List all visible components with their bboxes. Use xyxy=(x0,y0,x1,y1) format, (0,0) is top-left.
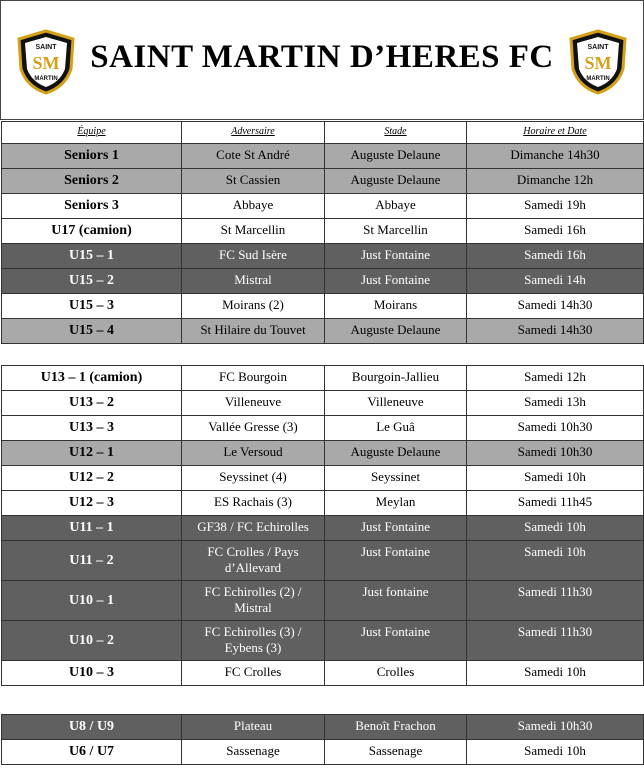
team-cell: U13 – 2 xyxy=(2,391,182,416)
svg-text:SM: SM xyxy=(584,53,612,73)
stadium-cell: Just fontaine xyxy=(325,581,467,621)
stadium-cell: Villeneuve xyxy=(325,391,467,416)
svg-text:SAINT: SAINT xyxy=(35,44,57,51)
time-cell: Samedi 10h xyxy=(467,516,644,541)
table-row xyxy=(2,661,644,686)
table-header-row xyxy=(2,122,644,144)
stadium-cell: Le Guâ xyxy=(325,416,467,441)
table-row xyxy=(2,491,644,516)
stadium-cell: Auguste Delaune xyxy=(325,441,467,466)
team-cell: U10 – 2 xyxy=(2,621,182,661)
time-cell: Samedi 13h xyxy=(467,391,644,416)
team-cell: U13 – 3 xyxy=(2,416,182,441)
opponent-cell: FC Crolles / Pays d’Allevard xyxy=(182,541,325,581)
table-row xyxy=(2,541,644,581)
opponent-cell: Mistral xyxy=(182,269,325,294)
column-header-team: Équipe xyxy=(2,122,182,144)
team-cell: Seniors 1 xyxy=(2,144,182,169)
schedule-table-seniors-u15 xyxy=(1,121,644,344)
svg-text:MARTIN: MARTIN xyxy=(34,76,58,82)
team-cell: U12 – 2 xyxy=(2,466,182,491)
opponent-cell: Abbaye xyxy=(182,194,325,219)
opponent-cell: GF38 / FC Echirolles xyxy=(182,516,325,541)
table-row xyxy=(2,621,644,661)
table-row xyxy=(2,740,644,765)
table-row xyxy=(2,294,644,319)
table-row xyxy=(2,391,644,416)
time-cell: Samedi 11h30 xyxy=(467,621,644,661)
column-header-opponent: Adversaire xyxy=(182,122,325,144)
stadium-cell: Benoît Frachon xyxy=(325,715,467,740)
stadium-cell: Bourgoin-Jallieu xyxy=(325,366,467,391)
team-cell: U17 (camion) xyxy=(2,219,182,244)
stadium-cell: Auguste Delaune xyxy=(325,144,467,169)
opponent-cell: ES Rachais (3) xyxy=(182,491,325,516)
opponent-cell: Sassenage xyxy=(182,740,325,765)
stadium-cell: Sassenage xyxy=(325,740,467,765)
stadium-cell: Just Fontaine xyxy=(325,516,467,541)
team-cell: U13 – 1 (camion) xyxy=(2,366,182,391)
time-cell: Samedi 14h xyxy=(467,269,644,294)
time-cell: Samedi 19h xyxy=(467,194,644,219)
stadium-cell: Just Fontaine xyxy=(325,244,467,269)
team-cell: Seniors 3 xyxy=(2,194,182,219)
svg-text:SM: SM xyxy=(32,53,60,73)
stadium-cell: Moirans xyxy=(325,294,467,319)
opponent-cell: Villeneuve xyxy=(182,391,325,416)
time-cell: Samedi 10h xyxy=(467,541,644,581)
table-row xyxy=(2,715,644,740)
opponent-cell: Le Versoud xyxy=(182,441,325,466)
page-header xyxy=(0,0,644,120)
team-cell: U15 – 1 xyxy=(2,244,182,269)
team-cell: U10 – 3 xyxy=(2,661,182,686)
schedule-table-u9-u6 xyxy=(1,714,644,765)
stadium-cell: Meylan xyxy=(325,491,467,516)
team-cell: U12 – 1 xyxy=(2,441,182,466)
opponent-cell: Moirans (2) xyxy=(182,294,325,319)
svg-text:MARTIN: MARTIN xyxy=(586,76,610,82)
time-cell: Samedi 11h45 xyxy=(467,491,644,516)
table-row xyxy=(2,169,644,194)
team-cell: U8 / U9 xyxy=(2,715,182,740)
time-cell: Samedi 11h30 xyxy=(467,581,644,621)
stadium-cell: Just Fontaine xyxy=(325,269,467,294)
time-cell: Samedi 10h xyxy=(467,740,644,765)
stadium-cell: Auguste Delaune xyxy=(325,169,467,194)
stadium-cell: Seyssinet xyxy=(325,466,467,491)
table-row xyxy=(2,466,644,491)
opponent-cell: Cote St André xyxy=(182,144,325,169)
time-cell: Samedi 14h30 xyxy=(467,294,644,319)
table-row xyxy=(2,244,644,269)
opponent-cell: Vallée Gresse (3) xyxy=(182,416,325,441)
opponent-cell: FC Bourgoin xyxy=(182,366,325,391)
opponent-cell: FC Crolles xyxy=(182,661,325,686)
opponent-cell: Seyssinet (4) xyxy=(182,466,325,491)
opponent-cell: FC Sud Isère xyxy=(182,244,325,269)
time-cell: Samedi 16h xyxy=(467,244,644,269)
time-cell: Samedi 10h30 xyxy=(467,715,644,740)
team-cell: Seniors 2 xyxy=(2,169,182,194)
stadium-cell: Auguste Delaune xyxy=(325,319,467,344)
club-crest-icon xyxy=(567,29,629,95)
opponent-cell: FC Echirolles (3) / Eybens (3) xyxy=(182,621,325,661)
opponent-cell: Plateau xyxy=(182,715,325,740)
team-cell: U15 – 3 xyxy=(2,294,182,319)
time-cell: Samedi 10h30 xyxy=(467,441,644,466)
column-header-stadium: Stade xyxy=(325,122,467,144)
table-row xyxy=(2,581,644,621)
page-title: SAINT MARTIN D’HERES FC xyxy=(90,39,554,75)
team-cell: U6 / U7 xyxy=(2,740,182,765)
table-row xyxy=(2,441,644,466)
time-cell: Samedi 10h30 xyxy=(467,416,644,441)
svg-text:SAINT: SAINT xyxy=(587,44,609,51)
opponent-cell: St Cassien xyxy=(182,169,325,194)
time-cell: Samedi 16h xyxy=(467,219,644,244)
stadium-cell: Abbaye xyxy=(325,194,467,219)
team-cell: U15 – 4 xyxy=(2,319,182,344)
table-row xyxy=(2,144,644,169)
team-cell: U15 – 2 xyxy=(2,269,182,294)
time-cell: Samedi 10h xyxy=(467,661,644,686)
time-cell: Samedi 10h xyxy=(467,466,644,491)
team-cell: U10 – 1 xyxy=(2,581,182,621)
table-row xyxy=(2,516,644,541)
stadium-cell: Just Fontaine xyxy=(325,621,467,661)
table-row xyxy=(2,416,644,441)
opponent-cell: St Hilaire du Touvet xyxy=(182,319,325,344)
time-cell: Samedi 12h xyxy=(467,366,644,391)
column-header-time: Horaire et Date xyxy=(467,122,644,144)
team-cell: U11 – 1 xyxy=(2,516,182,541)
opponent-cell: St Marcellin xyxy=(182,219,325,244)
club-crest-icon xyxy=(15,29,77,95)
table-row xyxy=(2,366,644,391)
team-cell: U11 – 2 xyxy=(2,541,182,581)
team-cell: U12 – 3 xyxy=(2,491,182,516)
table-row xyxy=(2,269,644,294)
time-cell: Dimanche 12h xyxy=(467,169,644,194)
time-cell: Samedi 14h30 xyxy=(467,319,644,344)
time-cell: Dimanche 14h30 xyxy=(467,144,644,169)
stadium-cell: St Marcellin xyxy=(325,219,467,244)
stadium-cell: Crolles xyxy=(325,661,467,686)
table-row xyxy=(2,319,644,344)
table-row xyxy=(2,219,644,244)
opponent-cell: FC Echirolles (2) / Mistral xyxy=(182,581,325,621)
stadium-cell: Just Fontaine xyxy=(325,541,467,581)
schedule-table-u13-u10 xyxy=(1,365,644,686)
table-row xyxy=(2,194,644,219)
